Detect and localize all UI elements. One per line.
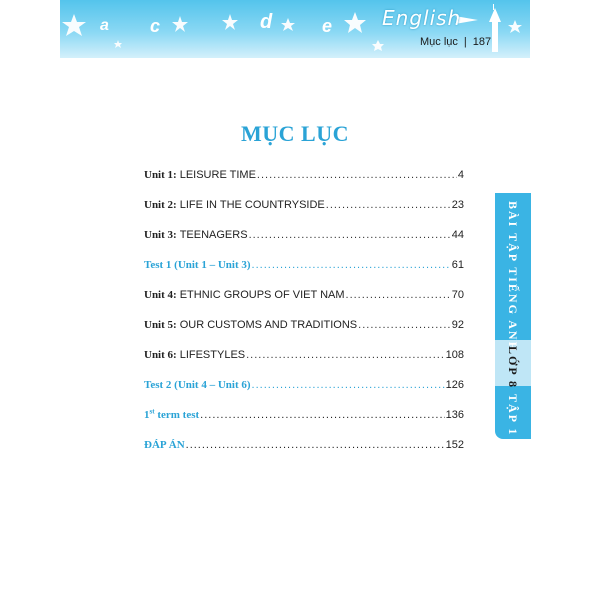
toc-entry-test[interactable]	[144, 250, 464, 280]
star-icon	[114, 40, 122, 48]
brand-logo: English	[382, 6, 462, 30]
toc-label	[144, 400, 199, 430]
star-icon	[372, 40, 384, 51]
toc-entry[interactable]	[144, 340, 464, 370]
page-number: 187	[472, 36, 492, 48]
dot-leader	[249, 220, 451, 250]
toc-label: Unit 6:	[144, 349, 177, 361]
toc-page: 126	[445, 379, 464, 391]
toc-entry-term-test[interactable]	[144, 400, 464, 430]
toc-page: 108	[445, 349, 464, 361]
dot-leader	[200, 400, 444, 430]
star-icon	[281, 18, 295, 31]
term-label: term test	[154, 409, 200, 421]
header-banner	[60, 0, 530, 58]
dot-leader	[257, 160, 457, 190]
toc-entry[interactable]	[144, 280, 464, 310]
dot-leader	[246, 340, 445, 370]
dot-leader	[252, 250, 451, 280]
banner-letter: d	[260, 11, 273, 33]
toc-page: 44	[451, 229, 464, 241]
toc-entry[interactable]	[144, 310, 464, 340]
dot-leader	[186, 430, 445, 460]
toc-label: Test 1 (Unit 1 – Unit 3)	[144, 259, 251, 271]
toc-page: 61	[451, 259, 464, 271]
toc-entry[interactable]	[144, 220, 464, 250]
dot-leader	[358, 310, 451, 340]
star-icon	[508, 20, 522, 33]
dot-leader	[346, 280, 451, 310]
star-icon	[344, 12, 366, 33]
star-icon	[62, 14, 86, 36]
toc-label: Unit 4:	[144, 289, 177, 301]
toc-label: Unit 1:	[144, 169, 177, 181]
toc-page: 136	[445, 409, 464, 421]
toc-label: Unit 3:	[144, 229, 177, 241]
toc-title: LEISURE TIME	[179, 169, 256, 181]
toc-title: LIFESTYLES	[179, 349, 246, 361]
running-header	[420, 36, 491, 48]
banner-letter: e	[322, 16, 333, 36]
table-of-contents	[144, 160, 464, 460]
toc-title: ETHNIC GROUPS OF VIET NAM	[179, 289, 345, 301]
toc-title: TEENAGERS	[179, 229, 248, 241]
toc-page: 23	[451, 199, 464, 211]
toc-page: 152	[445, 439, 464, 451]
toc-entry-test[interactable]	[144, 370, 464, 400]
toc-label: Unit 5:	[144, 319, 177, 331]
toc-label: ĐÁP ÁN	[144, 439, 185, 451]
section-name: Mục lục	[420, 36, 458, 48]
term-number: 1	[144, 409, 150, 421]
toc-entry[interactable]	[144, 160, 464, 190]
toc-entry[interactable]	[144, 190, 464, 220]
dot-leader	[326, 190, 451, 220]
term-ordinal: st	[149, 407, 155, 416]
toc-title: OUR CUSTOMS AND TRADITIONS	[179, 319, 358, 331]
dot-leader	[252, 370, 445, 400]
side-tab-volume: TẬP 1	[506, 394, 520, 437]
toc-label: Test 2 (Unit 4 – Unit 6)	[144, 379, 251, 391]
page-title: MỤC LỤC	[241, 121, 349, 146]
toc-label: Unit 2:	[144, 199, 177, 211]
banner-letter: c	[150, 16, 161, 36]
side-tab-book-title: BÀI TẬP TIẾNG ANH	[506, 201, 520, 353]
toc-entry-answers[interactable]	[144, 430, 464, 460]
toc-page: 70	[451, 289, 464, 301]
side-tab-grade: LỚP 8	[506, 346, 520, 390]
toc-page: 92	[451, 319, 464, 331]
star-icon	[222, 14, 238, 30]
banner-letter: a	[100, 17, 109, 34]
toc-title: LIFE IN THE COUNTRYSIDE	[179, 199, 325, 211]
toc-page: 4	[457, 169, 464, 181]
star-icon	[172, 16, 188, 32]
header-separator: |	[463, 36, 467, 48]
